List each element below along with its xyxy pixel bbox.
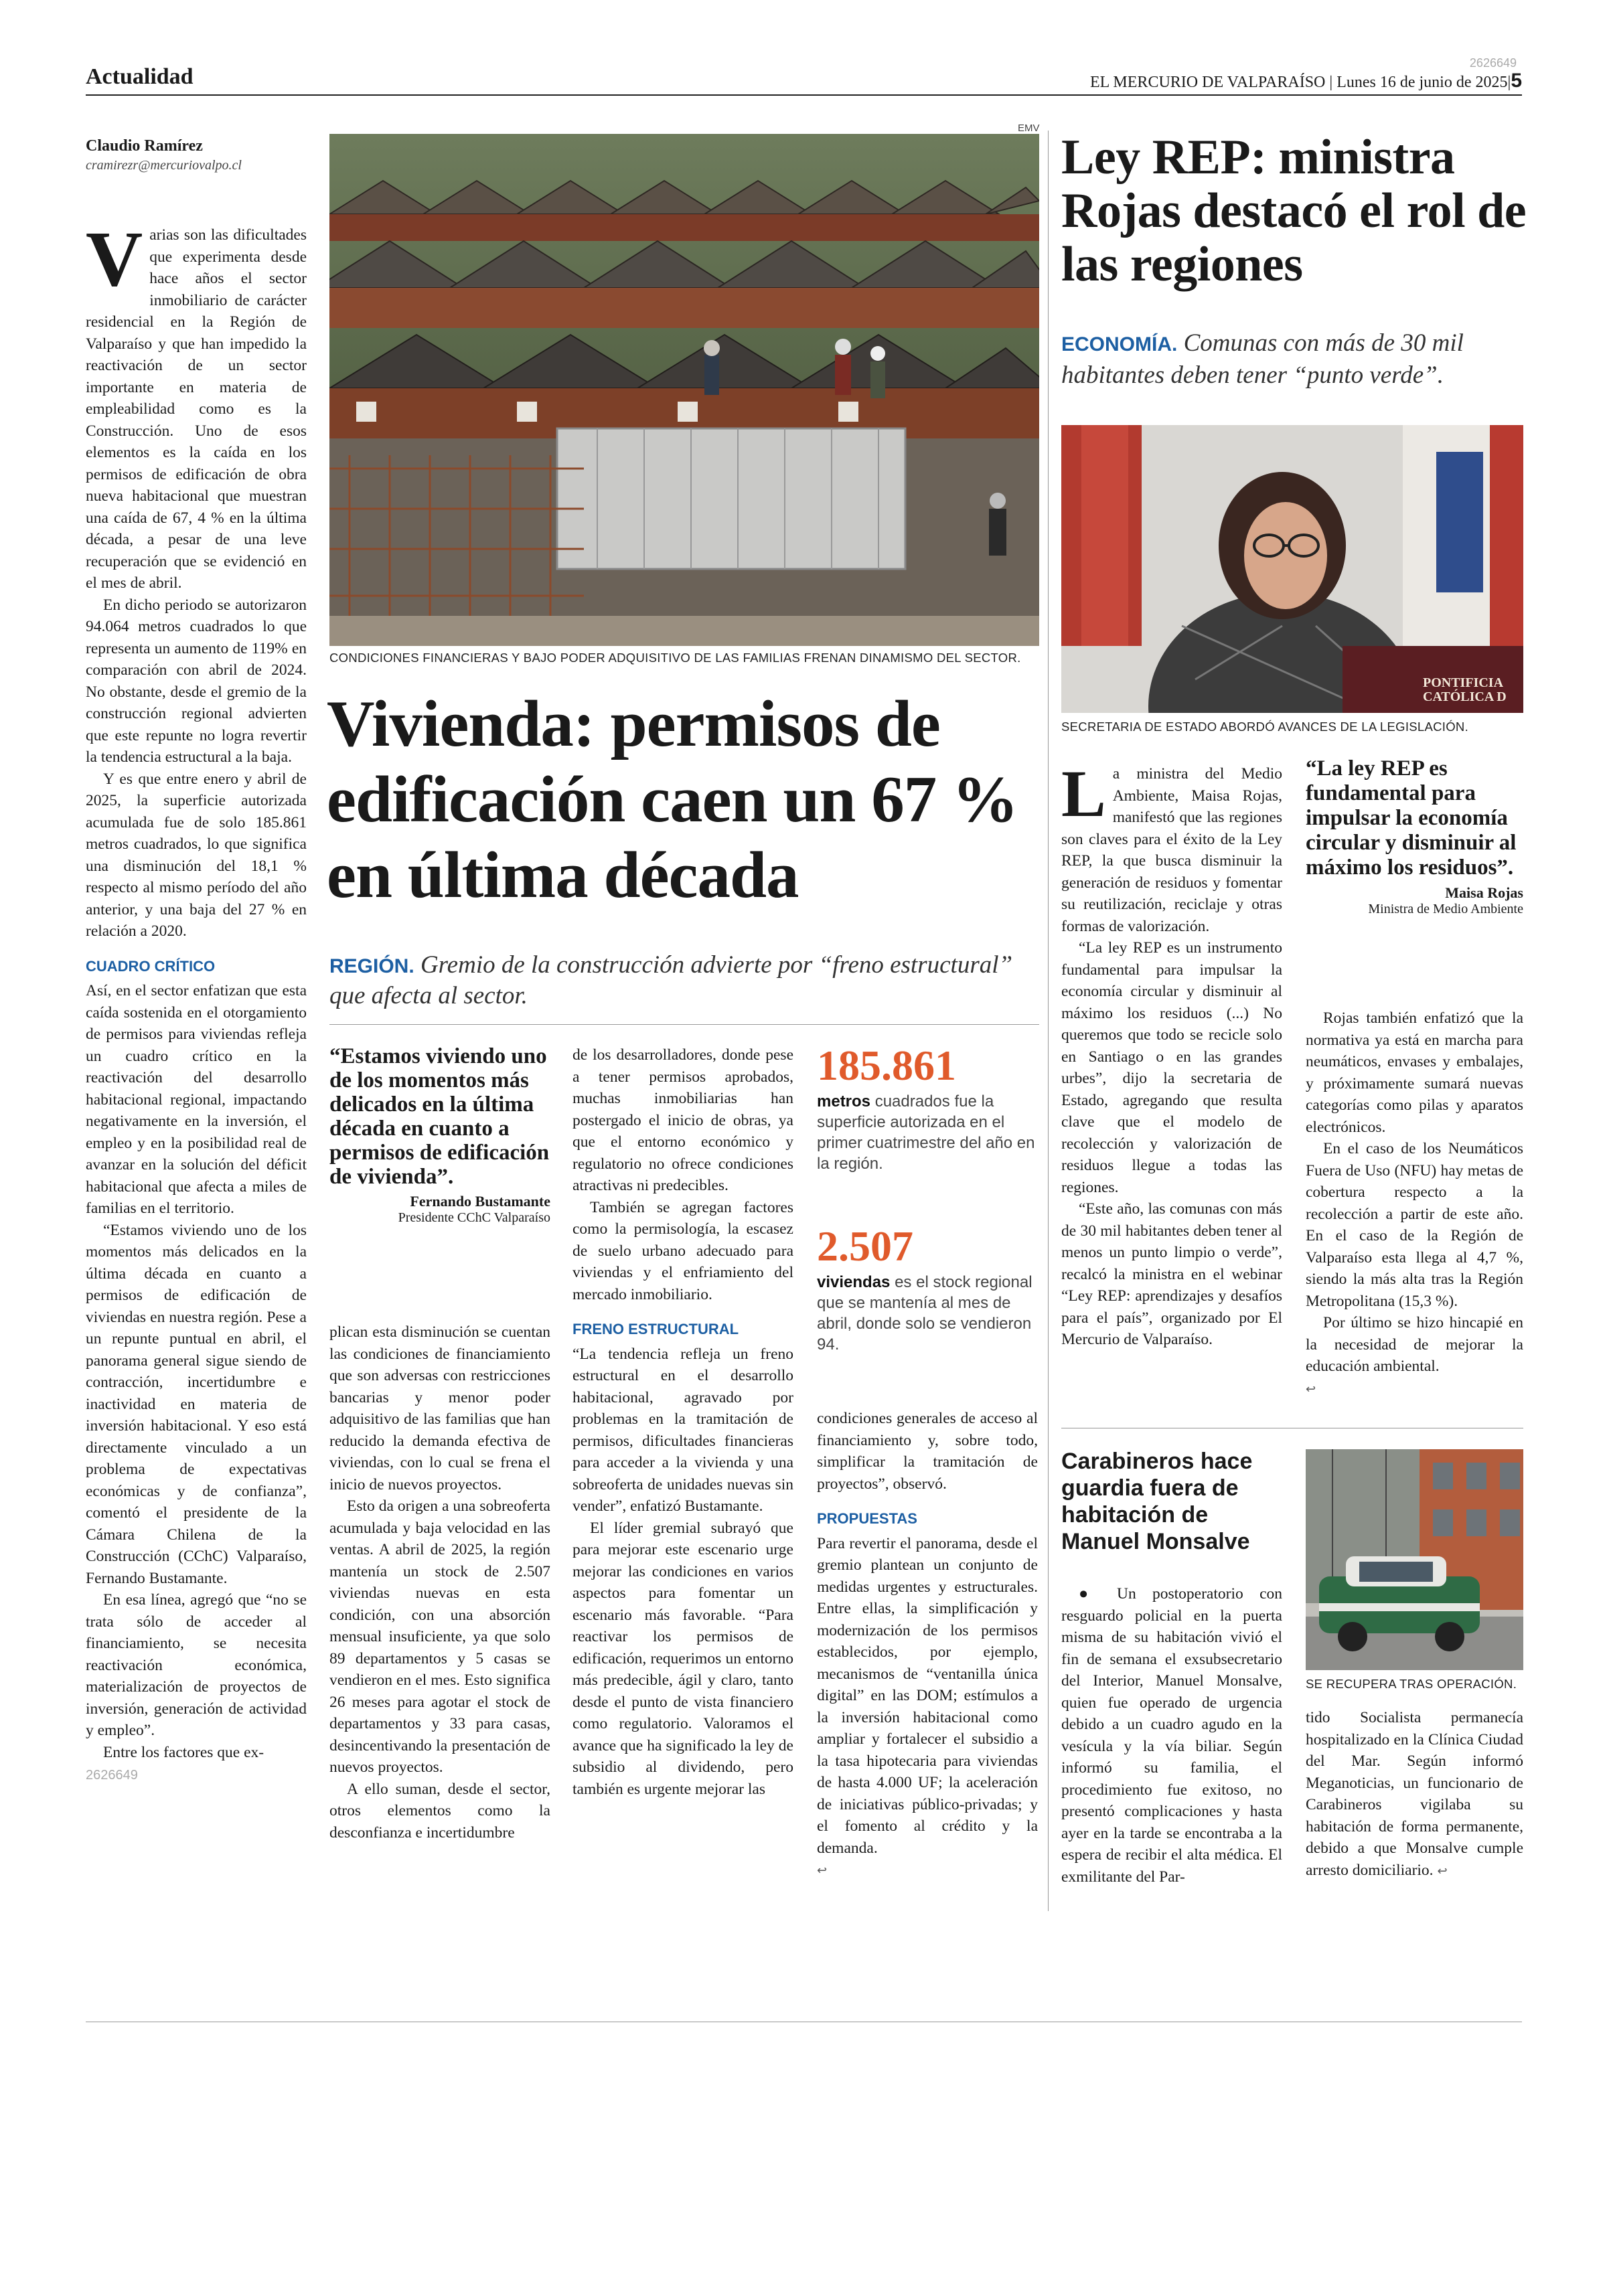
pullquote-name: Fernando Bustamante — [410, 1193, 550, 1210]
subhead: CUADRO CRÍTICO — [86, 957, 216, 975]
paragraph: “La tendencia refleja un freno estructural en el desarrollo habitacional, agravado por problemas en la tramitación de permisos, dificultades financieras para acceder a la vivienda y una sobreoferta de unidades nuevas sin vender”, enfatizó Bustamante. — [572, 1345, 793, 1515]
paragraph: El líder gremial subrayó que para mejorar este escenario urge mejorar las condiciones en varios aspectos para fomentar un escenario más favorable. “Para reactivar los permisos de edificación, requerimos un entorno más predecible, ágil y claro, tanto desde el punto de vista financiero como regulatorio. Valoramos el avance que ha significado la ley de subsidio al dividendo, pero también es urgente mejorar las — [572, 1519, 793, 1798]
bullet-icon: ● — [1079, 1585, 1101, 1603]
paragraph: Rojas también enfatizó que la normativa ya está en marcha para neumáticos, envases y embalajes, y próximamente sumará nuevas categorías como pilas y aparatos electrónicos. — [1306, 1009, 1523, 1136]
paragraph: En dicho periodo se autorizaron 94.064 metros cuadrados lo que representa un aumento de 119% en comparación con abril de 2024. No obstante, desde el gremio de la construcción regional advierten que este repunte no logra revertir la tendencia estructural a la baja. — [86, 596, 307, 766]
dropcap: V — [86, 215, 143, 303]
paragraph: Esto da origen a una sobreoferta acumulada y baja velocidad en las ventas. A abril de 2025, la región mantenía un stock de 2.507 viviendas nuevas en esta condición, con una absorción mensual insuficiente, ya que solo 89 departamentos y 5 casas se vendieron en el mes. Esto significa 26 meses para agotar el stock de departamentos y 33 para casas, desincentivando la presentación de nuevos proyectos. — [329, 1497, 550, 1776]
pullquote-text: “Estamos viviendo uno de los momentos más delicados en la última década en cuanto a permisos de edificación de vivienda”. — [329, 1044, 550, 1189]
page-header — [86, 56, 1522, 98]
rep-article-col2 — [1306, 1007, 1523, 1400]
main-headline: Vivienda: permisos de edificación caen un 67 % en última década — [327, 687, 1018, 912]
author-name: Claudio Ramírez — [86, 137, 203, 155]
carab-text: tido Socialista permanecía hospitalizado en la Clínica Ciudad del Mar. Según informó Meganoticias, un funcionario de Carabineros vigilaba su habitación de forma permanente, debido a que Monsalve cumple arresto domiciliario. — [1306, 1709, 1523, 1879]
kicker-region-label: REGIÓN. — [329, 955, 414, 977]
paragraph: “Este año, las comunas con más de 30 mil habitantes deben tener al menos un punto limpio o verde”, recalcó la ministra en el webinar “Ley REP: aprendizajes y desafíos para el país”, organizado por El Mercurio de Valparaíso. — [1061, 1200, 1282, 1348]
header-right — [1090, 70, 1522, 92]
author-byline — [86, 137, 307, 173]
kicker-text: Comunas con más de 30 mil habitantes deben tener “punto verde”. — [1061, 329, 1464, 389]
main-photo-caption: CONDICIONES FINANCIERAS Y BAJO PODER ADQUISITIVO DE LAS FAMILIAS FRENAN DINAMISMO DEL SECTOR. — [329, 651, 1021, 665]
carab-article-col1 — [1061, 1583, 1282, 1888]
stat-number: 185.861 — [817, 1042, 956, 1089]
paragraph: arias son las dificultades que experimenta desde hace años el sector inmobiliario de carácter residencial en la Región de Valparaíso y que han impedido la reactivación de un sector importante en materia de empleabilidad como es la Construcción. Uno de esos elementos es la caída en los permisos de edificación de obra nueva habitacional que muestran una caída de 67, 4 % en la última década, a pesar de una leve recuperación que se evidenció en el mes de abril. — [86, 226, 307, 592]
paragraph: Entre los factores que ex- — [103, 1743, 264, 1761]
paragraph: También se agregan factores como la permisología, la escasez de suelo urbano adecuado para viviendas y el enfriamiento del mercado inmobiliario. — [572, 1198, 793, 1303]
main-photo — [329, 134, 1039, 646]
paragraph: A ello suman, desde el sector, otros elementos como la desconfianza e incertidumbre — [329, 1780, 550, 1841]
pullquote-role: Ministra de Medio Ambiente — [1368, 902, 1523, 916]
header-rule — [86, 94, 1522, 96]
pullquote-text: “La ley REP es fundamental para impulsar la economía circular y disminuir al máximo los residuos”. — [1306, 756, 1517, 880]
paragraph: condiciones generales de acceso al financiamiento y, sobre todo, simplificar la tramitación de proyectos”, observó. — [817, 1410, 1038, 1493]
stat-text — [817, 1272, 1038, 1355]
stat-box-2 — [817, 1222, 1038, 1355]
paragraph: de los desarrolladores, donde pese a tener permisos aprobados, muchas inmobiliarias han postergado el inicio de obras, ya que el entorno económico y regulatorio no ofrece condiciones atractivas ni predecibles. — [572, 1046, 793, 1194]
stat-description: cuadrados fue la superficie autorizada en el primer cuatrimestre del año en la región. — [817, 1092, 1035, 1173]
paragraph: “La ley REP es un instrumento fundamental para impulsar la economía circular y disminuir al máximo los residuos (...) No queremos que todo se recicle solo en Santiago o en las grandes urbes”, dijo la secretaria de Estado, agregando que resulta clave que el modelo de recolección y valorización de residuos llegue a todas las regiones. — [1061, 939, 1282, 1196]
section-label: Actualidad — [86, 64, 194, 89]
stat-description: es el stock regional que se mantenía al mes de abril, donde solo se vendieron 94. — [817, 1273, 1032, 1354]
paragraph: plican esta disminución se cuentan las condiciones de financiamiento que son adversas con restricciones bancarias y menor poder adquisitivo de las familias que han reducido la demanda efectiva de viviendas, con lo cual se frena el inicio de nuevos proyectos. — [329, 1323, 550, 1493]
article-end-icon: ↩ — [1306, 1382, 1316, 1396]
carab-text: Un postoperatorio con resguardo policial en la puerta misma de su habitación vivió el fin de semana el exsubsecretario del Interior, Manuel Monsalve, quien fue operado de urgencia debido a un cuadro agudo en la vesícula y la vía biliar. Según informó su familia, el procedimiento fue exitoso, no presentó complicaciones y hasta ayer en la tarde se encontraba a la espera de recibir el alta médica. El exmilitante del Par- — [1061, 1585, 1282, 1886]
edition-id-bottom: 2626649 — [86, 1768, 138, 1783]
carab-article-col2 — [1306, 1707, 1523, 1882]
paragraph — [1306, 1707, 1523, 1882]
podium-text: PONTIFICIA CATÓLICA D — [1423, 675, 1507, 704]
kicker-text: Gremio de la construcción advierte por “freno estructural” que afecta al sector. — [329, 951, 1013, 1009]
main-pullquote — [329, 1044, 550, 1226]
paragraph — [1061, 1583, 1282, 1888]
stat-text — [817, 1091, 1038, 1174]
carab-photo-caption: SE RECUPERA TRAS OPERACIÓN. — [1306, 1677, 1517, 1691]
edition-id: 2626649 — [1469, 56, 1517, 70]
rep-photo-caption: SECRETARIA DE ESTADO ABORDÓ AVANCES DE LA LEGISLACIÓN. — [1061, 720, 1469, 734]
housing-construction-image — [329, 134, 1039, 646]
photo-credit: EMV — [1018, 122, 1040, 134]
paragraph: Por último se hizo hincapié en la necesidad de mejorar la educación ambiental. — [1306, 1314, 1523, 1375]
article-end-icon: ↩ — [1437, 1864, 1448, 1878]
kicker-rule — [329, 1024, 1039, 1025]
main-article-col3 — [572, 1044, 793, 1800]
paragraph: En esa línea, agregó que “no se trata sólo de acceder al financiamiento, se necesita reactivación económica, materialización de proyectos de inversión, generación de actividad y empleo”. — [86, 1591, 307, 1739]
rep-headline: Ley REP: ministra Rojas destacó el rol de las regiones — [1061, 130, 1527, 292]
article-end-icon: ↩ — [817, 1864, 828, 1878]
main-kicker — [329, 951, 1039, 1011]
paragraph: Así, en el sector enfatizan que esta caída sostenida en el otorgamiento de permisos para viviendas refleja un cuadro crítico en la reactivación del desarrollo habitacional regional, impactando negativamente en la inversión, el empleo y en la posibilidad real de avanzar en la solución del déficit habitacional que afecta a miles de familias en el territorio. — [86, 982, 307, 1217]
pullquote-name: Maisa Rojas — [1445, 884, 1523, 901]
paragraph: “Estamos viviendo uno de los momentos más delicados en la última década en cuanto a permisos de edificación de viviendas en nuestra región. Pese a un repunte puntual en abril, el panorama general sigue siendo de contracción, incertidumbre e inactividad en materia de inversión habitacional. Y eso está directamente vinculado a un problema de expectativas económicas y de confianza”, comentó el presidente de la Cámara Chilena de la Construcción (CChC) Valparaíso, Fernando Bustamante. — [86, 1221, 307, 1587]
rep-photo — [1061, 425, 1523, 713]
main-article-col1 — [86, 215, 307, 1787]
stat-number: 2.507 — [817, 1222, 913, 1270]
carab-photo — [1306, 1449, 1523, 1670]
pullquote-role: Presidente CChC Valparaíso — [398, 1210, 550, 1225]
author-email: cramirezr@mercuriovalpo.cl — [86, 158, 242, 173]
minister-portrait-image — [1061, 425, 1523, 713]
paragraph: Y es que entre enero y abril de 2025, la superficie autorizada acumulada fue de solo 185.861 metros cuadrados, lo que significa una disminución del 18,1 % respecto al mismo período del año anterior, y una baja del 27 % en relación a 2020. — [86, 770, 307, 940]
kicker-economy-label: ECONOMÍA. — [1061, 333, 1178, 355]
paragraph: Para revertir el panorama, desde el gremio plantean un conjunto de medidas urgentes y estructurales. Entre ellas, la simplificación y modernización de los permisos establecidos, por ejemplo, mecanismos de “ventanilla única digital” en las DOM; estímulos a la inversión habitacional como ampliar y fortalecer el subsidio a la tasa hipotecaria para viviendas de hasta 4.000 UF; la aceleración de iniciativas público-privadas; y el fomento al crédito y la demanda. — [817, 1534, 1038, 1857]
rep-pullquote — [1306, 756, 1523, 917]
main-article-col2 — [329, 1321, 550, 1843]
paragraph: a ministra del Medio Ambiente, Maisa Rojas, manifestó que las regiones son claves para el éxito de la Ley REP, la que busca disminuir la generación de residuos y fomentar su reutilización, reciclaje y otras formas de valorización. — [1061, 765, 1282, 935]
newspaper-name: EL MERCURIO DE VALPARAÍSO — [1090, 74, 1326, 91]
subhead: FRENO ESTRUCTURAL — [572, 1321, 739, 1337]
header-separator: | — [1329, 74, 1333, 91]
stat-unit: viviendas — [817, 1273, 891, 1291]
rep-article-col1 — [1061, 756, 1282, 1351]
subhead: PROPUESTAS — [817, 1510, 917, 1527]
header-separator: | — [1507, 74, 1511, 91]
page-number: 5 — [1511, 70, 1522, 92]
police-car-image — [1306, 1449, 1523, 1670]
stat-unit: metros — [817, 1092, 871, 1111]
issue-date: Lunes 16 de junio de 2025 — [1336, 74, 1508, 91]
rep-kicker — [1061, 328, 1523, 391]
main-article-col4 — [817, 1408, 1038, 1882]
paragraph: En el caso de los Neumáticos Fuera de Uso (NFU) hay metas de cobertura respecto a la recolección a partir de este año. En el caso de la Región de Valparaíso esta llega al 4,7 %, siendo la más alta tras la Región Metropolitana (15,3 %). — [1306, 1140, 1523, 1310]
carab-headline: Carabineros hace guardia fuera de habitación de Manuel Monsalve — [1061, 1449, 1253, 1554]
stat-box-1 — [817, 1044, 1038, 1174]
dropcap: L — [1061, 756, 1106, 831]
column-divider — [1048, 131, 1049, 1911]
